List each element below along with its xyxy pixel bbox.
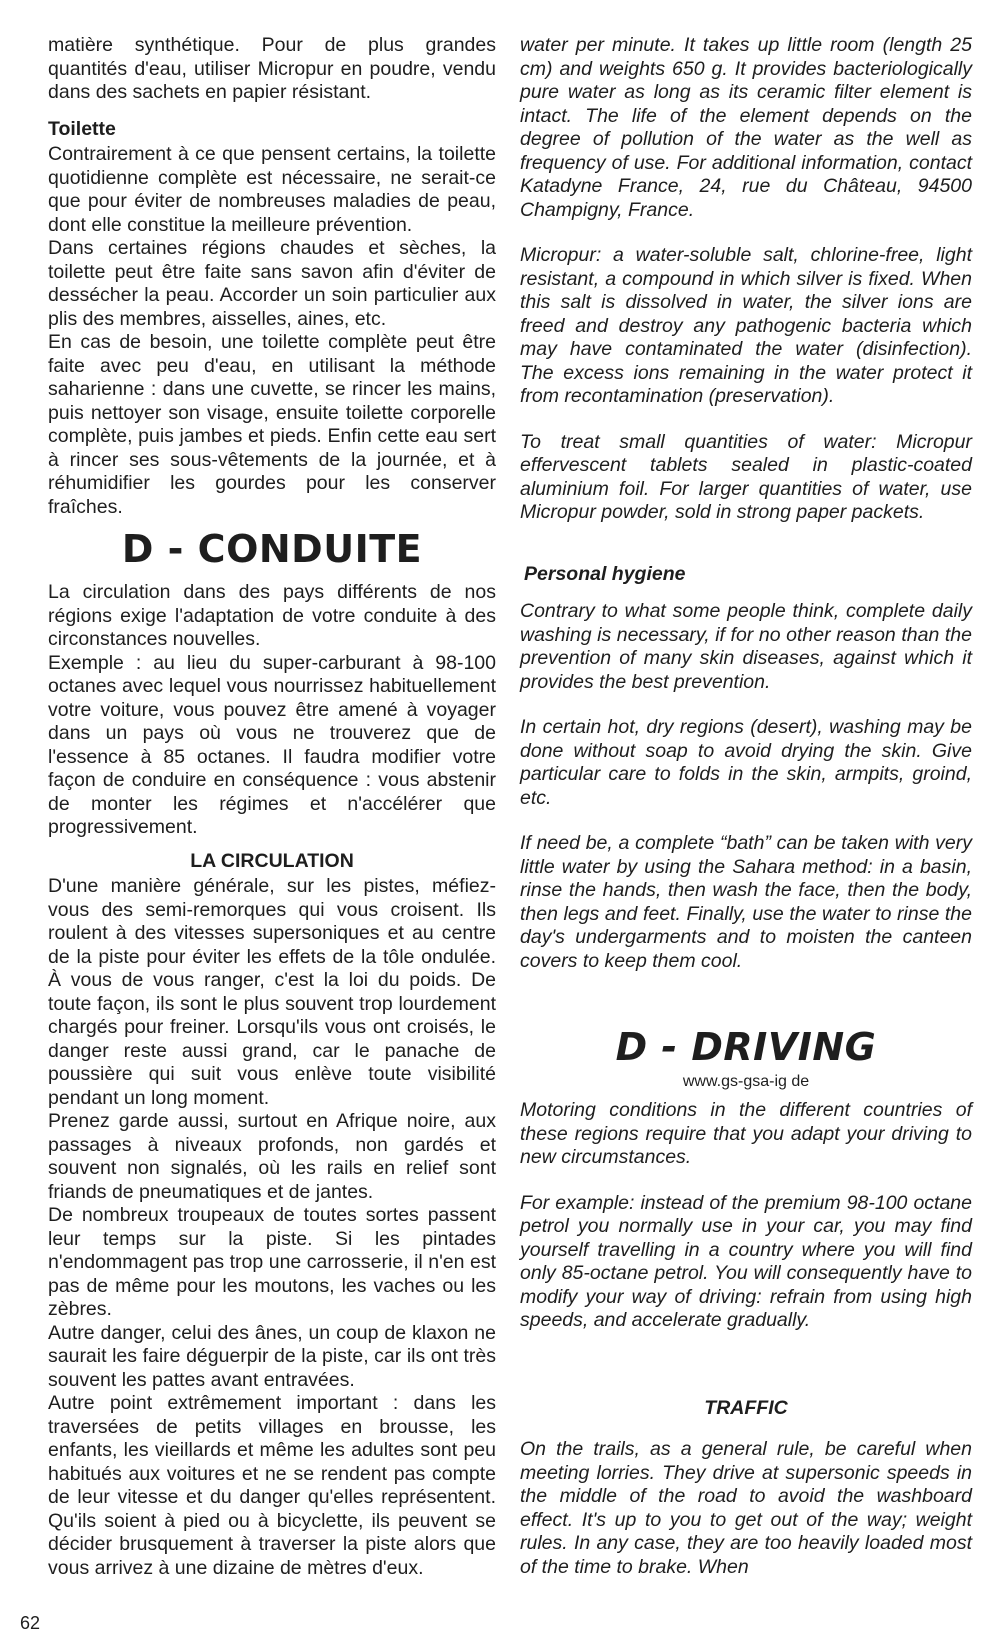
treatment-paragraph: To treat small quantities of water: Micropur effervescent tablets sealed in plastic-coated aluminium foil. For larger quantities of water, use Micropur powder, sold in strong paper packets. (520, 430, 972, 523)
micropur-paragraph: Micropur: a water-soluble salt, chlorine-free, light resistant, a compound in which silver is fixed. When this salt is dissolved in water, the silver ions are freed and destroy any pathogenic bacteria which may have contaminated the water (disinfection). The excess ions remaining in the water protect it from recontamination (preservation). (520, 244, 972, 407)
hygiene-paragraph-3: If need be, a complete “bath” can be taken with very little water by using the Sahara method: in a basin, rinse the hands, then wash the face, then the body, then legs and feet. Finally, use the water to rinse the day's undergarments and to moisten the canteen covers to keep them cool. (520, 832, 972, 972)
circulation-paragraph-5: Autre point extrêmement important : dans les traversées de petits villages en brousse, les enfants, les vieillards et même les adultes sont peu habitués aux voitures et ne se rendent pas compte de leur vitesse et du danger qu'elles représentent. Qu'ils soient à pied ou à bicyclette, ils peuvent se décider brusquement à traverser la piste alors que vous arrivez à une dizaine de mètres d'eux. (48, 1392, 496, 1579)
toilette-paragraph-1: Contrairement à ce que pensent certains, la toilette quotidienne complète est nécessaire, ne serait-ce que pour éviter de nombreuses maladies de peau, dont elle constitue la meilleure prévention. (48, 143, 496, 236)
continued-paragraph: matière synthétique. Pour de plus grandes quantités d'eau, utiliser Micropur en poudre, vendu dans des sachets en papier résistant. (48, 34, 496, 103)
circulation-paragraph-4: Autre danger, celui des ânes, un coup de klaxon ne saurait les faire déguerpir de la piste, car ils ont très souvent les pattes avant entravées. (48, 1321, 496, 1391)
english-column (520, 34, 972, 1579)
driving-heading: D - DRIVING (615, 1025, 877, 1069)
hygiene-paragraph-1: Contrary to what some people think, complete daily washing is necessary, if for no other reason than the prevention of many skin diseases, against which it provides the best prevention. (520, 600, 972, 693)
traffic-heading: TRAFFIC (704, 1396, 788, 1419)
conduite-heading: D - CONDUITE (121, 527, 423, 571)
section-gap (520, 1333, 972, 1397)
driving-paragraph-1: Motoring conditions in the different countries of these regions require that you adapt your driving to new circumstances. (520, 1099, 972, 1168)
paragraph-gap (520, 694, 972, 716)
toilette-heading: Toilette (48, 117, 116, 140)
conduite-paragraph-1: La circulation dans des pays différents de nos régions exige l'adaptation de votre conduite à des circonstances nouvelles. (48, 581, 496, 650)
toilette-paragraph-3: En cas de besoin, une toilette complète peut être faite avec peu d'eau, en utilisant la méthode saharienne : dans une cuvette, se rincer les mains, puis nettoyer son visage, ensuite toilette corporelle complète, puis jambes et pieds. Enfin cette eau sert à rincer ses sous-vêtements de la journée, et à réhumidifier les gourdes pour les conserver fraîches. (48, 331, 496, 518)
circulation-heading: LA CIRCULATION (190, 849, 354, 872)
toilette-paragraph-2: Dans certaines régions chaudes et sèches, la toilette peut être faite sans savon afin d'éviter de dessécher la peau. Accorder un soin particulier aux plis des membres, aisselles, aines, etc. (48, 237, 496, 330)
traffic-paragraph-1: On the trails, as a general rule, be careful when meeting lorries. They drive at supersonic speeds in the middle of the road to avoid the washboard effect. It's up to you to get out of the way; weight rules. In any case, they are too heavily loaded most of the time to brake. When (520, 1438, 972, 1578)
continued-paragraph-en: water per minute. It takes up little room (length 25 cm) and weights 650 g. It provides bacteriologically pure water as long as its ceramic filter element is intact. The life of the element depends on the degree of pollution of the water as the well as frequency of use. For additional information, contact Katadyne France, 24, rue du Château, 94500 Champigny, France. (520, 34, 972, 221)
conduite-paragraph-2: Exemple : au lieu du super-carburant à 98-100 octanes avec lequel vous nourrissez habituellement votre voiture, vous pouvez être amené à voyager dans un pays où vous ne trouverez que de l'essence à 85 octanes. Il faudra modifier votre façon de conduire en conséquence : vous abstenir de monter les régimes et n'accélérer que progressivement. (48, 651, 496, 838)
driving-paragraph-2: For example: instead of the premium 98-100 octane petrol you normally use in your car, you may find yourself travelling in a country where you will find only 85-octane petrol. You will consequently have to modify your way of driving: refrain from using high speeds, and accelerate gradually. (520, 1191, 972, 1331)
section-gap (520, 973, 972, 1025)
circulation-paragraph-1: D'une manière générale, sur les pistes, méfiez-vous des semi-remorques qui vous croisent. Ils roulent à des vitesses supersoniques et au centre de la piste pour éviter les effets de la tôle ondulée. À vous de vous ranger, c'est la loi du poids. De toute façon, ils sont le plus souvent trop lourdement chargés pour freiner. Lorsqu'ils vous ont croisés, le danger reste aussi grand, car le panache de poussière qui suit vous enlève toute visibilité pendant un long moment. (48, 875, 496, 1109)
hygiene-heading: Personal hygiene (524, 562, 686, 585)
circulation-paragraph-2: Prenez garde aussi, surtout en Afrique noire, aux passages à niveaux profonds, non gardés et souvent non signalés, où les rails en relief sont friands de pneumatiques et de jantes. (48, 1110, 496, 1203)
website-url: www.gs-gsa-ig de (682, 1073, 810, 1090)
french-column (48, 34, 496, 1580)
paragraph-gap (520, 810, 972, 832)
hygiene-paragraph-2: In certain hot, dry regions (desert), washing may be done without soap to avoid drying the skin. Give particular care to folds in the skin, armpits, groind, etc. (520, 716, 972, 809)
paragraph-gap (520, 1170, 972, 1192)
circulation-paragraph-3: De nombreux troupeaux de toutes sortes passent leur temps sur la piste. Si les pintades n'endommagent pas trop une carrosserie, il n'en est pas de même pour les moutons, les vaches ou les zèbres. (48, 1204, 496, 1320)
paragraph-gap (520, 222, 972, 244)
paragraph-gap (520, 409, 972, 431)
section-gap (520, 525, 972, 563)
page-number: 62 (20, 1613, 41, 1633)
